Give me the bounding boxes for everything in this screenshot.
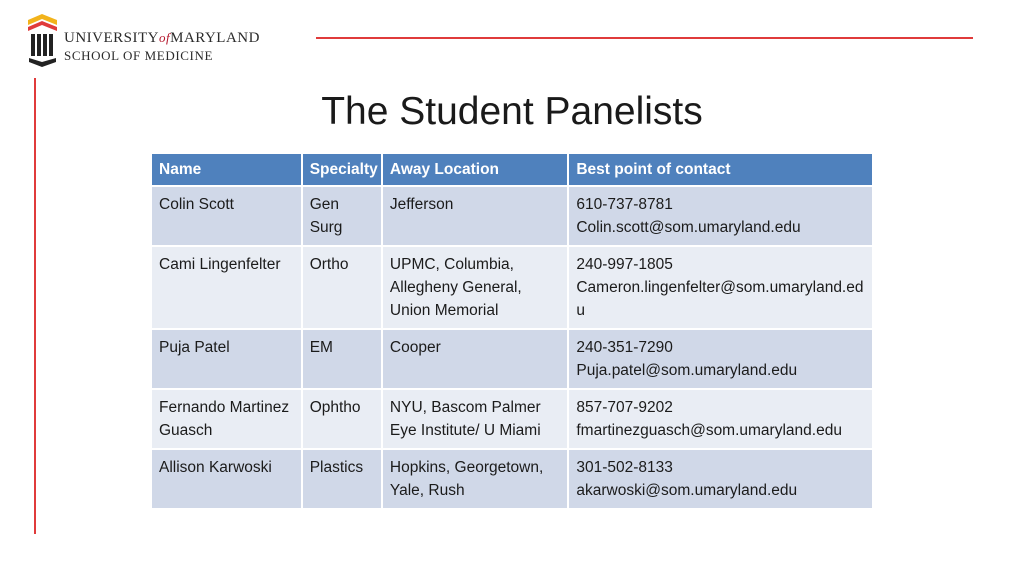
cell-specialty: Plastics xyxy=(302,449,382,509)
cell-name: Colin Scott xyxy=(151,186,302,246)
email-address: Cameron.lingenfelter@som.umaryland.edu xyxy=(576,279,864,319)
header-specialty: Specialty xyxy=(302,154,382,186)
logo-university-text: UNIVERSITYofMARYLAND xyxy=(64,30,260,46)
cell-name: Allison Karwoski xyxy=(151,449,302,509)
cell-specialty: EM xyxy=(302,329,382,389)
email-address: akarwoski@som.umaryland.edu xyxy=(576,482,798,499)
cell-contact xyxy=(568,389,873,449)
cell-specialty: Ortho xyxy=(302,246,382,329)
email-address: Puja.patel@som.umaryland.edu xyxy=(576,362,798,379)
header-away-location: Away Location xyxy=(382,154,568,186)
cell-away: Hopkins, Georgetown, Yale, Rush xyxy=(382,449,568,509)
cell-specialty: Gen Surg xyxy=(302,186,382,246)
left-margin-rule xyxy=(34,78,36,534)
cell-contact xyxy=(568,186,873,246)
logo-school-text: SCHOOL OF MEDICINE xyxy=(64,48,213,63)
shield-icon xyxy=(26,12,60,68)
table-row xyxy=(151,246,873,329)
cell-away: Jefferson xyxy=(382,186,568,246)
table-row xyxy=(151,389,873,449)
cell-away: Cooper xyxy=(382,329,568,389)
table-row xyxy=(151,329,873,389)
header-contact: Best point of contact xyxy=(568,154,873,186)
university-logo xyxy=(26,12,306,68)
phone-number: 857-707-9202 xyxy=(576,399,673,416)
phone-number: 240-997-1805 xyxy=(576,256,673,273)
cell-name: Cami Lingenfelter xyxy=(151,246,302,329)
cell-name: Puja Patel xyxy=(151,329,302,389)
panelists-table xyxy=(150,154,874,510)
table-row xyxy=(151,186,873,246)
header-divider xyxy=(316,37,973,39)
phone-number: 240-351-7290 xyxy=(576,339,673,356)
phone-number: 301-502-8133 xyxy=(576,459,673,476)
cell-away: UPMC, Columbia, Allegheny General, Union Memorial xyxy=(382,246,568,329)
table-row xyxy=(151,449,873,509)
header-name: Name xyxy=(151,154,302,186)
slide-title: The Student Panelists xyxy=(321,90,703,133)
cell-away: NYU, Bascom Palmer Eye Institute/ U Miami xyxy=(382,389,568,449)
cell-specialty: Ophtho xyxy=(302,389,382,449)
table-header-row xyxy=(151,154,873,186)
cell-contact xyxy=(568,449,873,509)
cell-contact xyxy=(568,246,873,329)
cell-name: Fernando Martinez Guasch xyxy=(151,389,302,449)
email-address: fmartinezguasch@som.umaryland.edu xyxy=(576,422,842,439)
phone-number: 610-737-8781 xyxy=(576,196,673,213)
cell-contact xyxy=(568,329,873,389)
email-address: Colin.scott@som.umaryland.edu xyxy=(576,219,801,236)
